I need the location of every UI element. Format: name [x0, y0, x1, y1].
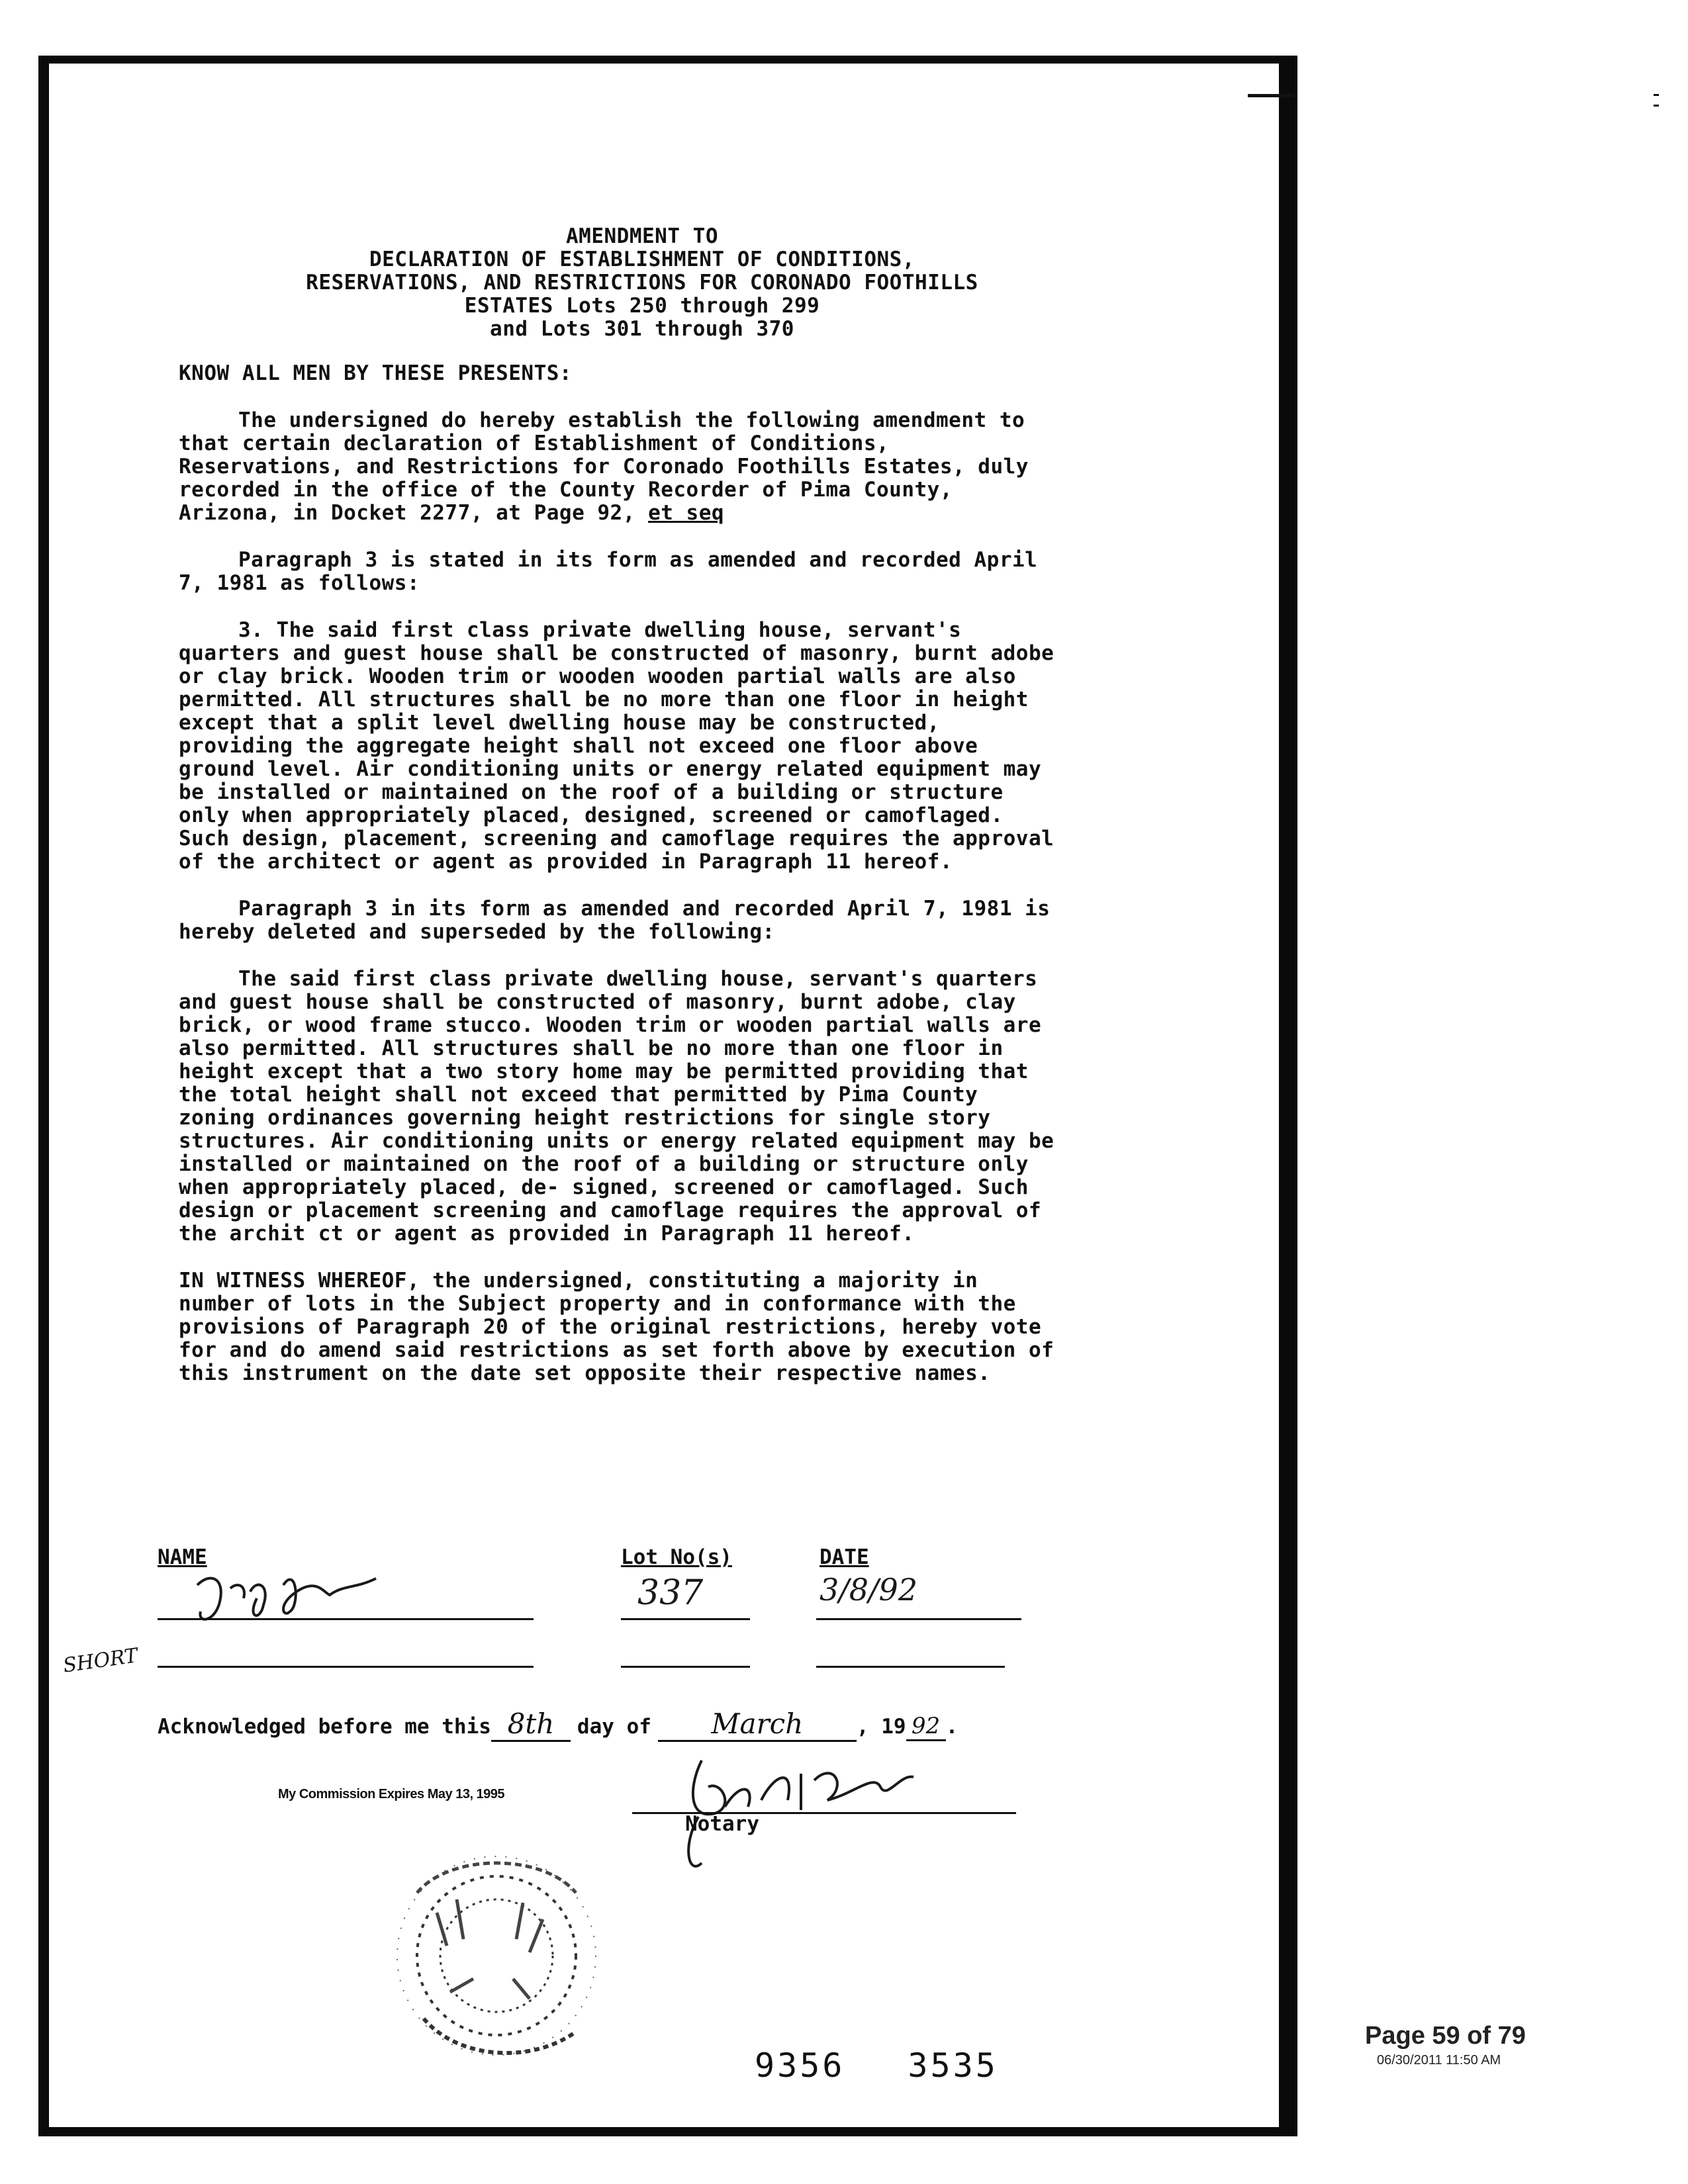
- paragraph-intro: Paragraph 3 is stated in its form as amended and recorded April 7, 1981 as follows:: [179, 548, 1038, 595]
- signature-table: [158, 1545, 1038, 1704]
- lot-header: Lot No(s): [621, 1545, 732, 1569]
- owner-signature: [184, 1559, 396, 1631]
- paragraph-original: 3. The said first class private dwelling house, servant's quarters and guest house shall be constructed of masonry, burnt adobe or clay brick. Wooden trim or wooden wooden partial walls are also permitted. All structures shall be no more than one floor in height except that a split level dwelling house may be constructed, providing the aggregate height shall not exceed one floor above ground level. Air conditioning units or energy related equipment may be installed or maintained on the roof of a building or structure only when appropriately placed, designed, screened or camoflaged. Such design, placement, screening and camoflage requires the approval of the architect or agent as provided in Paragraph 11 hereof.: [179, 618, 1055, 874]
- title-line: AMENDMENT TO: [566, 224, 718, 248]
- docket-number: [755, 2046, 998, 2085]
- date-line-1: [816, 1618, 1021, 1620]
- lot-value: 337: [637, 1573, 704, 1613]
- intro-text: The undersigned do hereby establish the following amendment to that certain declaration of Establishment of Conditions, Reservations, and Restrictions for Coronado Foothills Estates, duly recorded in the office of the County Recorder of Pima County, Arizona, in Docket 2277, at Page 92,: [179, 408, 1029, 525]
- print-timestamp: 06/30/2011 11:50 AM: [1377, 2053, 1501, 2068]
- date-value: 3/8/92: [820, 1572, 918, 1608]
- title-line: DECLARATION OF ESTABLISHMENT OF CONDITIONS,: [369, 248, 915, 271]
- name-line-1: [158, 1618, 534, 1620]
- witness-paragraph: IN WITNESS WHEREOF, the undersigned, constituting a majority in number of lots in the Subject property and in conformance with the provisions of Paragraph 20 of the original restrictions, hereby vote for and do amend said restrictions as set forth above by execution of this instrument on the date set opposite their respective names.: [179, 1269, 1055, 1385]
- name-header: NAME: [158, 1545, 207, 1569]
- margin-note: SHORT: [62, 1644, 140, 1678]
- ack-year-prefix: , 19: [856, 1715, 906, 1739]
- et-seq: et seq: [648, 501, 725, 525]
- title-line: and Lots 301 through 370: [490, 317, 794, 341]
- lot-line-2: [621, 1666, 750, 1668]
- preamble: KNOW ALL MEN BY THESE PRESENTS:: [179, 361, 573, 385]
- ack-day: 8th: [491, 1707, 571, 1742]
- notary-label: Notary: [685, 1812, 759, 1836]
- commission-expiry: My Commission Expires May 13, 1995: [278, 1787, 505, 1801]
- paragraph-new: The said first class private dwelling house, servant's quarters and guest house shall be constructed of masonry, burnt adobe, clay brick, or wood frame stucco. Wooden trim or wooden partial walls are also permitted. All structures shall be no more than one floor in height except that a two story home may be permitted providing that the total height shall not exceed that permitted by Pima County zoning ordinances governing height restrictions for single story structures. Air conditioning units or energy related equipment may be installed or maintained on the roof of a building or structure only when appropriately placed, de- signed, screened or camoflaged. Such design or placement screening and camoflage requires the approval of the archit ct or agent as provided in Paragraph 11 hereof.: [179, 967, 1055, 1246]
- docket-book: 9356: [755, 2046, 845, 2085]
- page-counter: Page 59 of 79: [1365, 2022, 1526, 2050]
- notary-seal-stamp: [357, 1840, 649, 2085]
- ack-period: .: [945, 1715, 959, 1739]
- date-line-2: [816, 1666, 1005, 1668]
- docket-page: 3535: [908, 2046, 998, 2085]
- ack-year: 92: [906, 1713, 946, 1741]
- scan-mark: [1654, 94, 1659, 96]
- scan-mark: [1654, 105, 1659, 107]
- date-header: DATE: [820, 1545, 869, 1569]
- name-line-2: [158, 1666, 534, 1668]
- paragraph-delete: Paragraph 3 in its form as amended and recorded April 7, 1981 is hereby deleted and superseded by the following:: [179, 897, 1051, 944]
- ack-middle: day of: [577, 1715, 651, 1739]
- ack-month: March: [658, 1707, 857, 1742]
- title-line: RESERVATIONS, AND RESTRICTIONS FOR CORONADO FOOTHILLS: [306, 271, 978, 295]
- document-body: [179, 225, 1066, 1385]
- intro-paragraph: [179, 409, 1066, 525]
- lot-line-1: [621, 1618, 750, 1620]
- scan-mark: [1248, 94, 1294, 97]
- acknowledgement-line: [158, 1707, 958, 1742]
- title-line: ESTATES Lots 250 through 299: [464, 294, 820, 318]
- ack-prefix: Acknowledged before me this: [158, 1715, 491, 1739]
- document-title: [218, 225, 1066, 341]
